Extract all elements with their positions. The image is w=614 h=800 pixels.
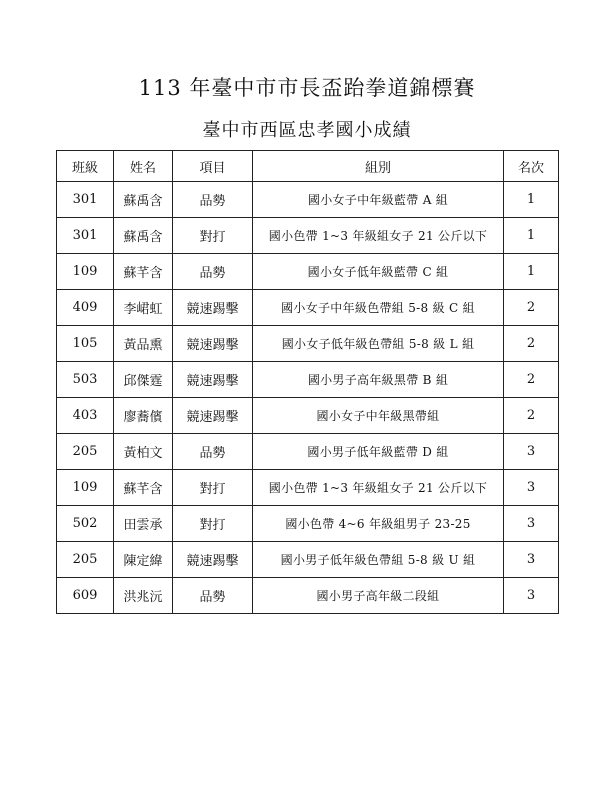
document-subtitle: 臺中市西區忠孝國小成績 xyxy=(202,120,412,141)
table-row xyxy=(57,470,559,506)
event-cell: 對打 xyxy=(173,506,253,542)
class-cell: 503 xyxy=(57,362,114,398)
rank-cell: 3 xyxy=(504,578,559,614)
table-row xyxy=(57,542,559,578)
event-cell: 對打 xyxy=(173,470,253,506)
name-cell: 邱傑霆 xyxy=(114,362,173,398)
name-cell: 陳定緯 xyxy=(114,542,173,578)
group-cell: 國小男子低年級色帶組 5-8 級 U 組 xyxy=(253,542,504,578)
class-cell: 301 xyxy=(57,182,114,218)
event-cell: 競速踢擊 xyxy=(173,542,253,578)
rank-cell: 2 xyxy=(504,326,559,362)
document-title: 113 年臺中市市長盃跆拳道錦標賽 xyxy=(138,76,476,100)
group-cell: 國小男子高年級黑帶 B 組 xyxy=(253,362,504,398)
name-cell: 蘇芊含 xyxy=(114,254,173,290)
class-cell: 205 xyxy=(57,542,114,578)
event-cell: 品勢 xyxy=(173,182,253,218)
class-cell: 109 xyxy=(57,470,114,506)
table-row xyxy=(57,362,559,398)
rank-cell: 2 xyxy=(504,362,559,398)
group-cell: 國小女子低年級藍帶 C 組 xyxy=(253,254,504,290)
name-cell: 田雲承 xyxy=(114,506,173,542)
table-row xyxy=(57,434,559,470)
group-cell: 國小色帶 4~6 年級組男子 23-25 xyxy=(253,506,504,542)
name-cell: 黃柏文 xyxy=(114,434,173,470)
class-cell: 105 xyxy=(57,326,114,362)
table-row xyxy=(57,290,559,326)
table-row xyxy=(57,218,559,254)
table-row xyxy=(57,254,559,290)
rank-cell: 1 xyxy=(504,254,559,290)
header-group: 組別 xyxy=(253,151,504,182)
table-row xyxy=(57,506,559,542)
name-cell: 洪兆沅 xyxy=(114,578,173,614)
event-cell: 競速踢擊 xyxy=(173,290,253,326)
event-cell: 競速踢擊 xyxy=(173,326,253,362)
name-cell: 廖蕎儐 xyxy=(114,398,173,434)
header-class: 班級 xyxy=(57,151,114,182)
rank-cell: 3 xyxy=(504,542,559,578)
table-row xyxy=(57,326,559,362)
rank-cell: 1 xyxy=(504,218,559,254)
name-cell: 李峮虹 xyxy=(114,290,173,326)
header-rank: 名次 xyxy=(504,151,559,182)
class-cell: 609 xyxy=(57,578,114,614)
class-cell: 301 xyxy=(57,218,114,254)
table-row xyxy=(57,182,559,218)
event-cell: 品勢 xyxy=(173,578,253,614)
class-cell: 502 xyxy=(57,506,114,542)
table-header-row xyxy=(57,151,559,182)
group-cell: 國小女子低年級色帶組 5-8 級 L 組 xyxy=(253,326,504,362)
header-event: 項目 xyxy=(173,151,253,182)
rank-cell: 2 xyxy=(504,290,559,326)
header-name: 姓名 xyxy=(114,151,173,182)
group-cell: 國小女子中年級黑帶組 xyxy=(253,398,504,434)
group-cell: 國小色帶 1~3 年級組女子 21 公斤以下 xyxy=(253,218,504,254)
group-cell: 國小女子中年級色帶組 5-8 級 C 組 xyxy=(253,290,504,326)
class-cell: 109 xyxy=(57,254,114,290)
group-cell: 國小色帶 1~3 年級組女子 21 公斤以下 xyxy=(253,470,504,506)
rank-cell: 3 xyxy=(504,434,559,470)
name-cell: 蘇禹含 xyxy=(114,218,173,254)
rank-cell: 1 xyxy=(504,182,559,218)
name-cell: 黃品熏 xyxy=(114,326,173,362)
event-cell: 品勢 xyxy=(173,434,253,470)
rank-cell: 2 xyxy=(504,398,559,434)
table-row xyxy=(57,398,559,434)
class-cell: 403 xyxy=(57,398,114,434)
event-cell: 對打 xyxy=(173,218,253,254)
class-cell: 409 xyxy=(57,290,114,326)
name-cell: 蘇芊含 xyxy=(114,470,173,506)
group-cell: 國小女子中年級藍帶 A 組 xyxy=(253,182,504,218)
results-table xyxy=(56,150,559,614)
event-cell: 競速踢擊 xyxy=(173,398,253,434)
event-cell: 品勢 xyxy=(173,254,253,290)
table-row xyxy=(57,578,559,614)
group-cell: 國小男子高年級二段組 xyxy=(253,578,504,614)
class-cell: 205 xyxy=(57,434,114,470)
name-cell: 蘇禹含 xyxy=(114,182,173,218)
event-cell: 競速踢擊 xyxy=(173,362,253,398)
group-cell: 國小男子低年級藍帶 D 組 xyxy=(253,434,504,470)
rank-cell: 3 xyxy=(504,506,559,542)
rank-cell: 3 xyxy=(504,470,559,506)
